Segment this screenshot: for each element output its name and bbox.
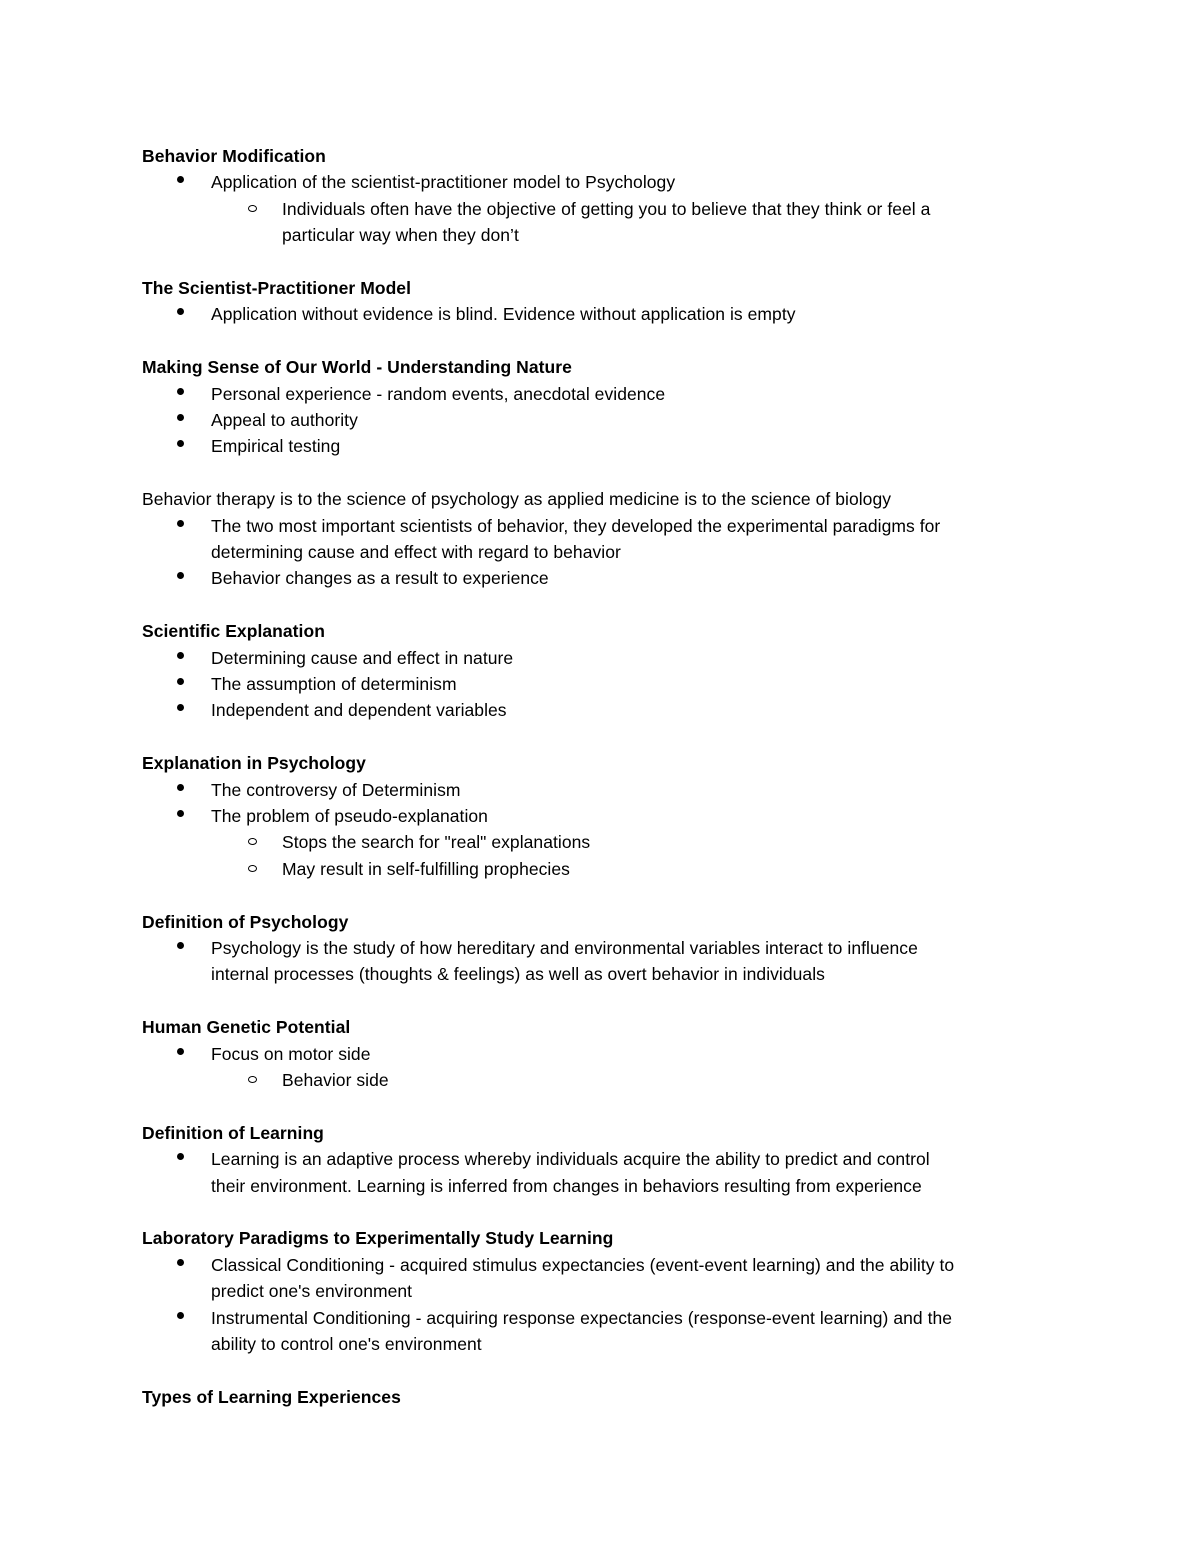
list-item-text: Appeal to authority: [211, 410, 358, 430]
list-item-text: Determining cause and effect in nature: [211, 647, 514, 668]
list-item-text: Focus on motor side: [211, 1043, 371, 1064]
list-item-text: Independent and dependent variables: [211, 700, 507, 721]
sub-bullet-circle-icon: [248, 838, 257, 845]
list-item-text: Personal experience - random events, anecdotal evidence: [211, 383, 666, 404]
bullet-dot-icon: [177, 1259, 184, 1266]
list-item-text: Classical Conditioning - acquired stimulus expectancies (event-event learning) and the ability to: [211, 1254, 955, 1275]
list-item-text: The controversy of Determinism: [211, 779, 461, 800]
bullet-dot-icon: [177, 1312, 184, 1319]
section-heading: Explanation in Psychology: [142, 753, 366, 774]
section-heading: Definition of Learning: [142, 1122, 324, 1143]
sub-bullet-circle-icon: [248, 1076, 257, 1083]
bullet-dot-icon: [177, 942, 184, 949]
bullet-dot-icon: [177, 1153, 184, 1160]
list-item-text: Psychology is the study of how hereditary and environmental variables interact to influence: [211, 938, 918, 958]
bullet-dot-icon: [177, 308, 184, 315]
list-item-text: Instrumental Conditioning - acquiring response expectancies (response-event learning) and the: [211, 1307, 953, 1328]
list-item-text: their environment. Learning is inferred from changes in behaviors resulting from experience: [211, 1175, 922, 1196]
list-item-text: predict one's environment: [211, 1281, 413, 1302]
list-item-text: May result in self-fulfilling prophecies: [282, 858, 570, 879]
bullet-dot-icon: [177, 784, 184, 791]
bullet-dot-icon: [177, 414, 184, 421]
bullet-dot-icon: [177, 572, 184, 579]
bullet-dot-icon: [177, 1048, 184, 1055]
list-item-text: The problem of pseudo-explanation: [211, 806, 488, 826]
section-heading: Types of Learning Experiences: [142, 1386, 401, 1407]
bullet-dot-icon: [177, 176, 184, 183]
list-item-text: Stops the search for "real" explanations: [282, 832, 591, 853]
bullet-dot-icon: [177, 652, 184, 659]
list-item-text: determining cause and effect with regard to behavior: [211, 542, 621, 562]
paragraph-text: Behavior therapy is to the science of psychology as applied medicine is to the science of biology: [142, 489, 892, 510]
section-heading: The Scientist-Practitioner Model: [142, 278, 412, 298]
section-heading: Definition of Psychology: [142, 911, 349, 932]
bullet-dot-icon: [177, 440, 184, 447]
list-item-text: Empirical testing: [211, 436, 341, 457]
section-heading: Making Sense of Our World - Understanding Nature: [142, 357, 572, 378]
list-item-text: Application of the scientist-practitioner model to Psychology: [211, 172, 676, 193]
list-item-text: Individuals often have the objective of getting you to believe that they think or feel a: [282, 198, 931, 219]
bullet-dot-icon: [177, 520, 184, 527]
list-item-text: particular way when they don’t: [282, 225, 519, 246]
list-item-text: internal processes (thoughts & feelings) as well as overt behavior in individuals: [211, 964, 825, 985]
bullet-dot-icon: [177, 810, 184, 817]
section-heading: Human Genetic Potential: [142, 1017, 351, 1038]
list-item-text: Behavior side: [282, 1070, 389, 1090]
list-item-text: Learning is an adaptive process whereby individuals acquire the ability to predict and control: [211, 1149, 930, 1170]
bullet-dot-icon: [177, 678, 184, 685]
bullet-dot-icon: [177, 388, 184, 395]
bullet-dot-icon: [177, 704, 184, 711]
list-item-text: Application without evidence is blind. Evidence without application is empty: [211, 304, 796, 325]
sub-bullet-circle-icon: [248, 865, 257, 872]
section-heading: Scientific Explanation: [142, 621, 325, 642]
list-item-text: ability to control one's environment: [211, 1334, 482, 1354]
list-item-text: The two most important scientists of behavior, they developed the experimental paradigms for: [211, 515, 941, 536]
list-item-text: The assumption of determinism: [211, 674, 457, 694]
sub-bullet-circle-icon: [248, 205, 257, 212]
section-heading: Laboratory Paradigms to Experimentally Study Learning: [142, 1228, 614, 1249]
section-heading: Behavior Modification: [142, 146, 326, 166]
list-item-text: Behavior changes as a result to experience: [211, 568, 549, 589]
